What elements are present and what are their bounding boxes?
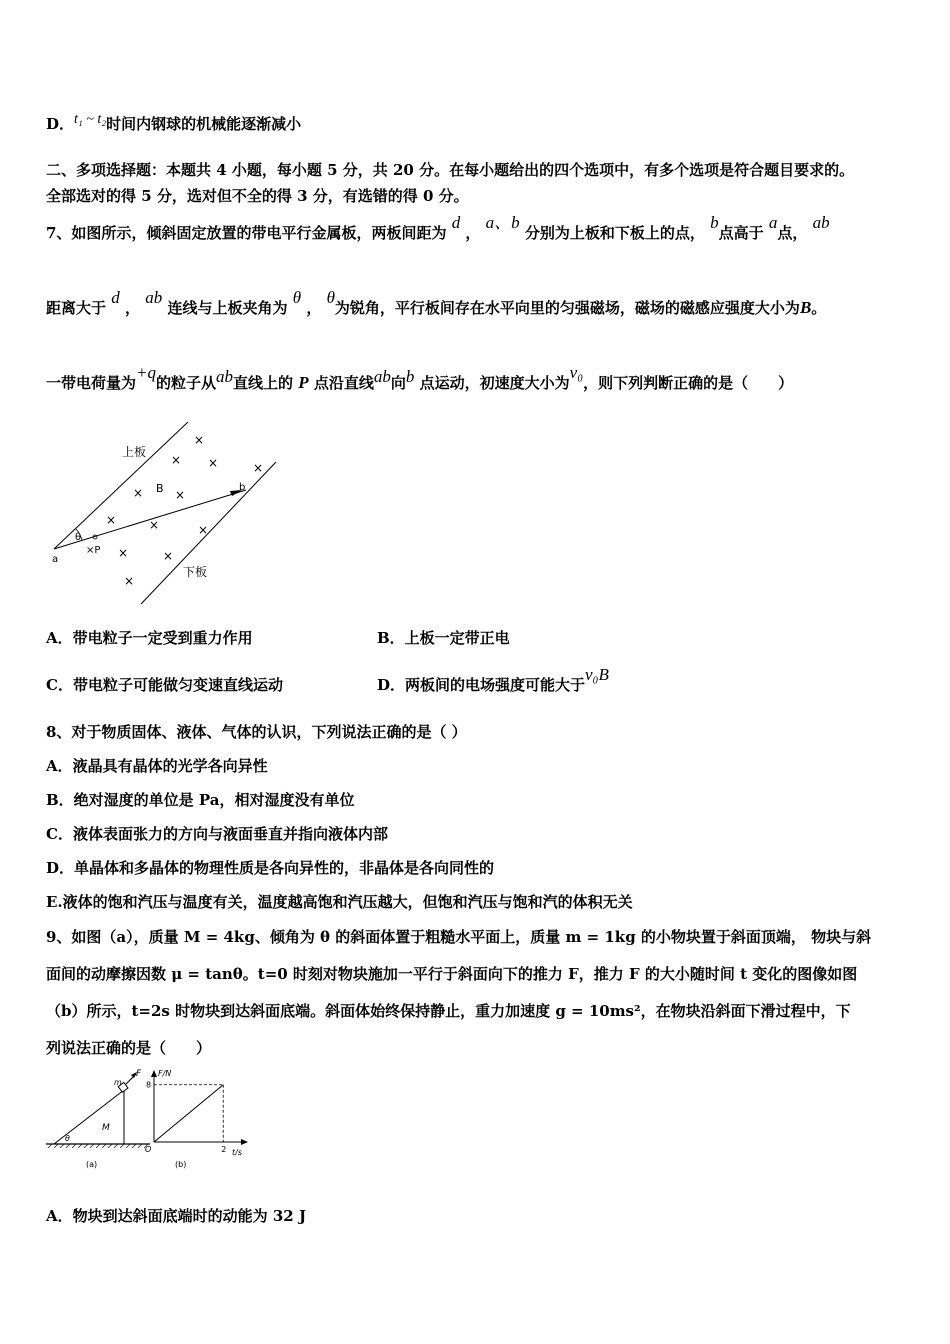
q9-line3: （b）所示，t=2s 时物块到达斜面底端。斜面体始终保持静止，重力加速度 g = 10ms²，在物块沿斜面下滑过程中，下 [46, 1002, 851, 1020]
q7-math-d: d [451, 213, 461, 232]
q7-text: 点运动，初速度大小为 [419, 374, 570, 392]
cross-mark: × [208, 456, 219, 470]
cross-mark: × [124, 574, 135, 588]
point-p-label: ×P [86, 545, 101, 556]
field-label: B [156, 482, 164, 495]
point-b-label: b [239, 482, 246, 493]
q9-line4: 列说法正确的是（ ） [46, 1039, 212, 1057]
q7-math-ab: ab [812, 213, 830, 232]
q7-line3 [46, 363, 794, 393]
q7-text: 直线上的 [233, 374, 294, 392]
x-axis-label: t/s [232, 1148, 242, 1157]
q8-option-e: E.液体的饱和汽压与温度有关，温度越高饱和汽压越大，但饱和汽压与饱和汽的体积无关 [46, 893, 633, 911]
q7-text: 点， [777, 224, 808, 242]
q7-text: 的粒子从 [156, 374, 217, 392]
x-tick-label: 2 [221, 1145, 227, 1154]
q7-line1 [46, 213, 830, 243]
cross-mark: × [133, 486, 144, 500]
q7-text: ， [465, 224, 481, 242]
q8-option-b: B．绝对湿度的单位是 Pa，相对湿度没有单位 [46, 791, 355, 809]
q7-text: 分别为上板和下板上的点， [524, 224, 705, 242]
q7-math-b: b [405, 367, 415, 386]
q7-text: ， [306, 299, 322, 317]
q7-math-ab: ab [216, 367, 234, 386]
q8-option-d: D．单晶体和多晶体的物理性质是各向异性的，非晶体是各向同性的 [46, 859, 495, 877]
q7-option-d-text: D．两板间的电场强度可能大于 [377, 676, 586, 694]
section2-line1: 二、多项选择题：本题共 4 小题，每小题 5 分，共 20 分。在每小题给出的四个选项中，有多个选项是符合题目要求的。 [46, 161, 855, 179]
q7-math-a: a [768, 213, 778, 232]
mass-m-label: m [114, 1078, 122, 1087]
q7-math-ab: a、b [485, 213, 520, 232]
cross-mark: × [171, 453, 182, 467]
y-axis-arrow [151, 1070, 157, 1077]
q7-text: ，则下列判断正确的是（ ） [583, 374, 794, 392]
q6-option-d-text: 时间内钢球的机械能逐渐减小 [106, 115, 302, 133]
q9-line2: 面间的动摩擦因数 μ = tanθ。t=0 时刻对物块施加一平行于斜面向下的推力 F，推力 F 的大小随时间 t 变化的图像如图 [46, 965, 858, 983]
q7-option-d-math: v₀B [585, 665, 609, 684]
q7-math-theta: θ [326, 288, 335, 307]
q7-text: 点沿直线 [313, 374, 374, 392]
q9-option-a: A．物块到达斜面底端时的动能为 32 J [46, 1207, 307, 1225]
q7-text: 向 [390, 374, 406, 392]
q7-math-v0: v₀ [569, 363, 584, 382]
q7-option-d [377, 665, 609, 695]
q6-option-d-math: t₁ ~ t₂ [74, 112, 107, 127]
q6-option-d [46, 114, 301, 136]
q7-math-ab: ab [373, 367, 391, 386]
force-time-line [154, 1085, 223, 1142]
origin-label: O [145, 1145, 152, 1154]
cross-mark: × [198, 523, 209, 537]
force-label: F [136, 1069, 142, 1079]
q9-figure-b [140, 1066, 250, 1176]
point-a-label: a [52, 554, 59, 565]
q7-figure [46, 418, 296, 608]
q8-option-c: C．液体表面张力的方向与液面垂直并指向液体内部 [46, 825, 388, 843]
section2-line2: 全部选对的得 5 分，选对但不全的得 3 分，有选错的得 0 分。 [46, 187, 469, 205]
q7-option-a: A．带电粒子一定受到重力作用 [46, 629, 253, 647]
cross-mark: × [118, 546, 129, 560]
q7-math-P: P [298, 373, 309, 392]
angle-theta-label: θ [65, 1134, 70, 1143]
cross-mark: × [175, 488, 186, 502]
y-axis-label: F/N [158, 1069, 172, 1078]
angle-label: θ [75, 532, 82, 543]
q8-option-a: A．液晶具有晶体的光学各向异性 [46, 757, 268, 775]
cross-mark: × [149, 518, 160, 532]
q9-figure-a [44, 1066, 154, 1176]
mass-M-label: M [102, 1123, 110, 1133]
cross-mark: × [163, 549, 174, 563]
q7-text: 为锐角，平行板间存在水平向里的匀强磁场，磁场的磁感应强度大小为 [334, 299, 800, 317]
q7-math-d: d [111, 288, 120, 307]
figure-b-label: (b) [175, 1160, 187, 1169]
q7-text: 7、如图所示，倾斜固定放置的带电平行金属板，两板间距为 [46, 224, 447, 242]
upper-plate-line [54, 422, 188, 549]
lower-plate-label: 下板 [183, 565, 208, 579]
cross-mark: × [253, 461, 264, 475]
q7-text: ， [124, 299, 140, 317]
q7-text: 一带电荷量为 [46, 374, 137, 392]
q7-math-q: +q [136, 363, 156, 382]
x-axis-arrow [241, 1139, 248, 1145]
cross-mark: × [106, 513, 117, 527]
q6-option-d-label: D． [46, 115, 75, 133]
q7-text: 距离大于 [46, 299, 107, 317]
upper-plate-label: 上板 [122, 445, 147, 459]
q7-math-b: b [710, 213, 719, 232]
figure-a-label: (a) [86, 1160, 98, 1169]
cross-mark: × [194, 433, 205, 447]
y-tick-label: 8 [146, 1080, 152, 1090]
q8-stem: 8、对于物质固体、液体、气体的认识，下列说法正确的是（ ） [46, 723, 467, 741]
q7-line2 [46, 288, 827, 318]
q7-option-b: B．上板一定带正电 [377, 629, 510, 647]
q7-math-theta: θ [292, 288, 302, 307]
q7-option-c: C．带电粒子可能做匀变速直线运动 [46, 676, 283, 694]
q7-text: 点高于 [718, 224, 764, 242]
q9-line1: 9、如图（a），质量 M = 4kg、倾角为 θ 的斜面体置于粗糙水平面上，质量 m = 1kg 的小物块置于斜面顶端， 物块与斜 [46, 928, 872, 946]
q7-text: 连线与上板夹角为 [167, 299, 288, 317]
q7-text: 。 [811, 299, 827, 317]
q7-math-ab: ab [145, 288, 163, 307]
q7-math-B: B [799, 298, 812, 317]
